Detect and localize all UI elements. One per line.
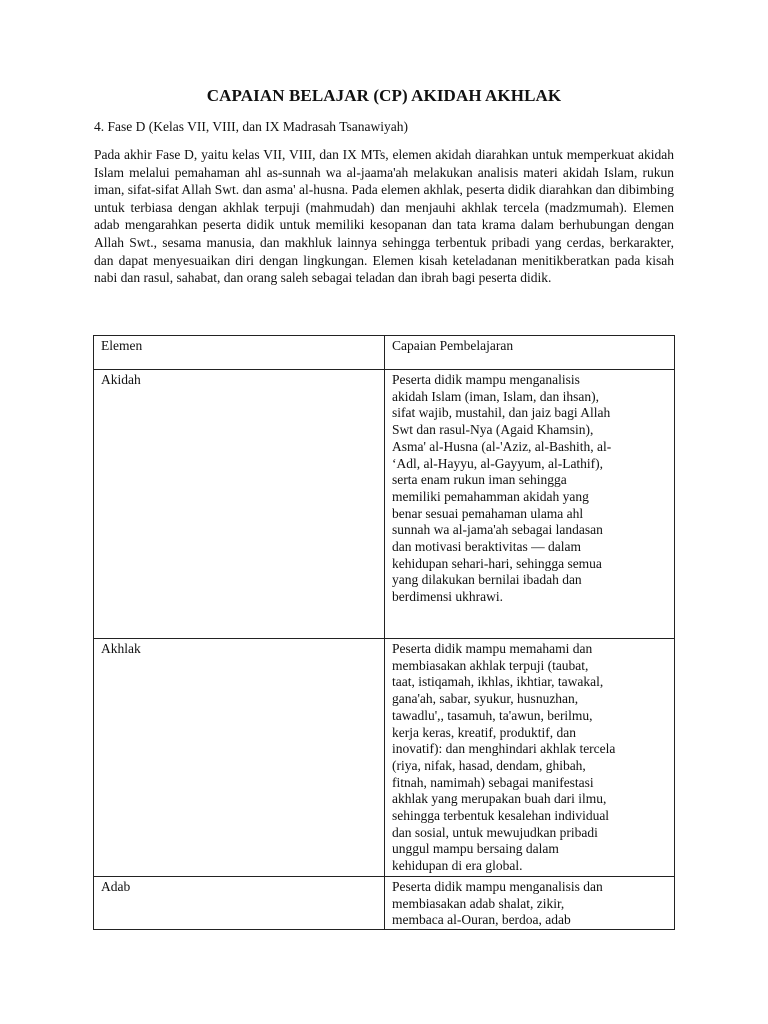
table-row	[94, 639, 675, 877]
capaian-table	[93, 335, 675, 930]
row-capaian: Peserta didik mampu menganalisis akidah Islam (iman, Islam, dan ihsan), sifat wajib, mustahil, dan jaiz bagi Allah Swt dan rasul-Nya (Agaid Khamsin), Asma' al-Husna (al-'Aziz, al-Bashith, al- ‘Adl, al-Hayyu, al-Gayyum, al-Lathif), serta enam rukun iman sehingga memiliki pemahamman akidah yang benar sesuai pemahaman ulama ahl sunnah wa al-jama'ah sebagai landasan dan motivasi beraktivitas — dalam kehidupan sehari-hari, sehingga semua yang dilakukan bernilai ibadah dan berdimensi ukhrawi.	[385, 370, 675, 639]
row-elemen: Akhlak	[94, 639, 385, 877]
table-row	[94, 877, 675, 930]
intro-paragraph: Pada akhir Fase D, yaitu kelas VII, VIII, dan IX MTs, elemen akidah diarahkan untuk memperkuat akidah Islam melalui pemahaman ahl as-sunnah wa al-jaama'ah melakukan analisis materi akidah Islam, rukun iman, sifat-sifat Allah Swt. dan asma' al-husna. Pada elemen akhlak, peserta didik diarahkan dan dibimbing untuk terbiasa dengan akhlak terpuji (mahmudah) dan menjauhi akhlak tercela (madzmumah). Elemen adab mengarahkan peserta didik untuk memiliki kesopanan dan tata krama dalam berhubungan dengan Allah Swt., sesama manusia, dan makhluk lainnya sehingga terbentuk pribadi yang cerdas, berkarakter, dan dapat menyesuaikan diri dengan lingkungan. Elemen kisah keteladanan menitikberatkan pada kisah nabi dan rasul, sahabat, dan orang saleh sebagai teladan dan ibrah bagi peserta didik.	[94, 147, 674, 286]
header-capaian: Capaian Pembelajaran	[385, 336, 675, 370]
table-row	[94, 370, 675, 639]
row-elemen: Adab	[94, 877, 385, 930]
document-title: CAPAIAN BELAJAR (CP) AKIDAH AKHLAK	[206, 86, 562, 105]
table-header-row	[94, 336, 675, 370]
row-elemen: Akidah	[94, 370, 385, 639]
row-capaian: Peserta didik mampu memahami dan membiasakan akhlak terpuji (taubat, taat, istiqamah, ikhlas, ikhtiar, tawakal, gana'ah, sabar, syukur, husnuzhan, tawadlu',, tasamuh, ta'awun, berilmu, kerja keras, kreatif, produktif, dan inovatif): dan menghindari akhlak tercela (riya, nifak, hasad, dendam, ghibah, fitnah, namimah) sebagai manifestasi akhlak yang merupakan buah dari ilmu, sehingga terbentuk kesalehan individual dan sosial, untuk mewujudkan pribadi unggul mampu bersaing dalam kehidupan di era global.	[385, 639, 675, 877]
header-elemen: Elemen	[94, 336, 385, 370]
row-capaian: Peserta didik mampu menganalisis dan membiasakan adab shalat, zikir, membaca al-Ouran, berdoa, adab	[385, 877, 675, 930]
phase-subtitle: 4. Fase D (Kelas VII, VIII, dan IX Madrasah Tsanawiyah)	[94, 119, 408, 134]
